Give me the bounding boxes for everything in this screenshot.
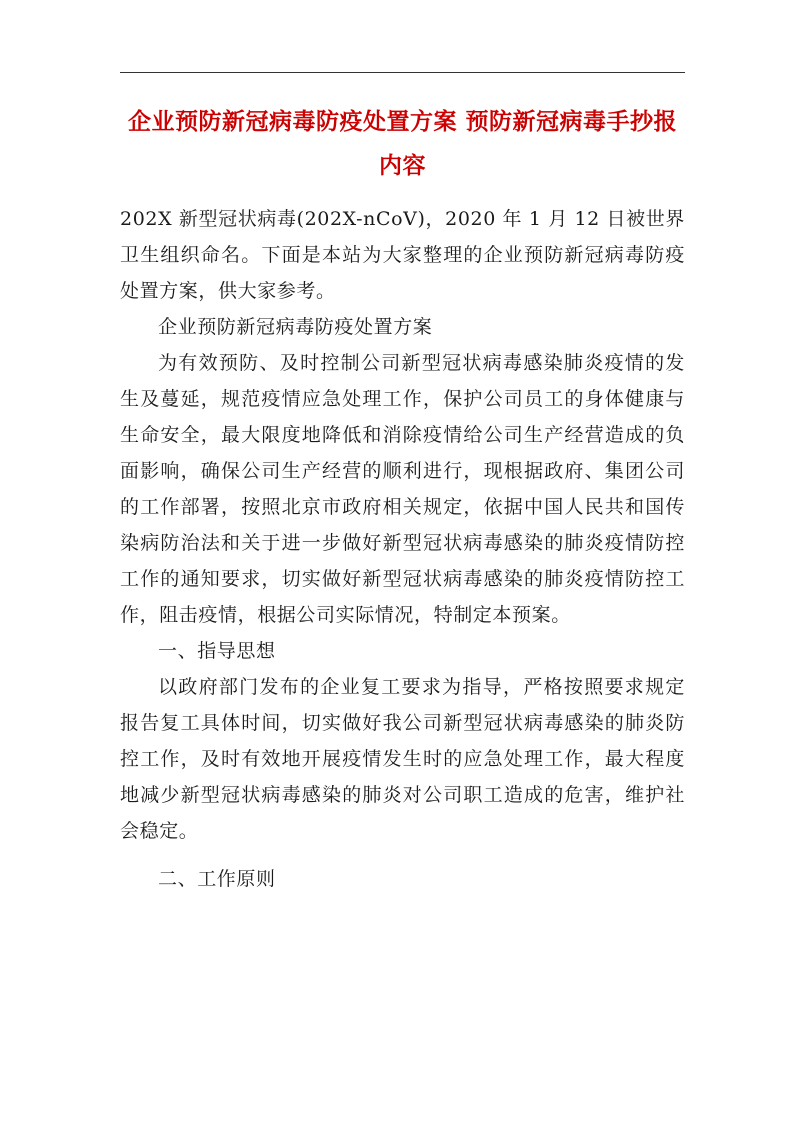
section-title: 企业预防新冠病毒防疫处置方案 <box>158 316 433 338</box>
document-body <box>120 201 685 897</box>
guiding-ideology-paragraph: 以政府部门发布的企业复工要求为指导，严格按照要求规定报告复工具体时间，切实做好我公司新型冠状病毒感染的肺炎防控工作，及时有效地开展疫情发生时的应急处理工作，最大程度地减少新型冠状病毒感染的肺炎对公司职工造成的危害，维护社会稳定。 <box>120 676 685 842</box>
intro-paragraph: 202X 新型冠状病毒(202X-nCoV)，2020 年 1 月 12 日被世界卫生组织命名。下面是本站为大家整理的企业预防新冠病毒防疫处置方案，供大家参考。 <box>120 208 685 302</box>
heading-work-principles: 二、工作原则 <box>158 868 276 890</box>
header-rule <box>120 72 685 73</box>
document-title: 企业预防新冠病毒防疫处置方案 预防新冠病毒手抄报内容 <box>127 108 677 179</box>
purpose-paragraph: 为有效预防、及时控制公司新型冠状病毒感染肺炎疫情的发生及蔓延，规范疫情应急处理工作，保护公司员工的身体健康与生命安全，最大限度地降低和消除疫情给公司生产经营造成的负面影响，确保公司生产经营的顺利进行，现根据政府、集团公司的工作部署，按照北京市政府相关规定，依据中国人民共和国传染病防治法和关于进一步做好新型冠状病毒感染的肺炎疫情防控工作的通知要求，切实做好新型冠状病毒感染的肺炎疫情防控工作，阻击疫情，根据公司实际情况，特制定本预案。 <box>120 352 685 626</box>
heading-guiding-ideology: 一、指导思想 <box>158 640 276 662</box>
